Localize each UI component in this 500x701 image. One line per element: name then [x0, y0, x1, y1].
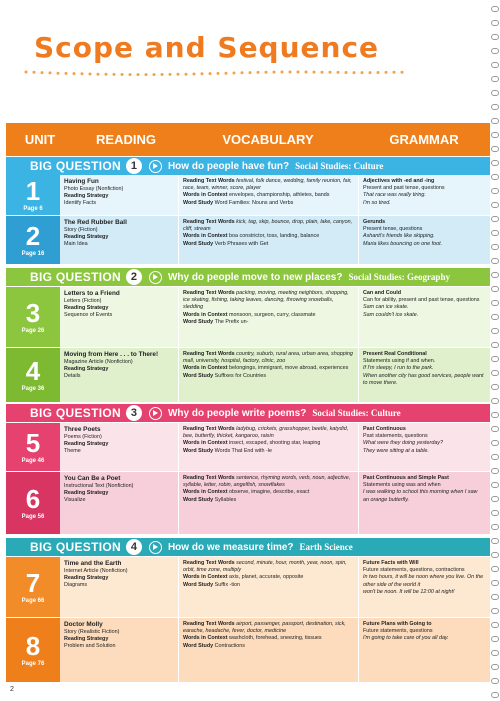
unit-row	[6, 557, 490, 617]
header-vocabulary: VOCABULARY	[222, 132, 314, 147]
unit-number-cell: 8 Page 76	[6, 618, 60, 682]
unit-row	[6, 472, 490, 534]
grammar-cell: Past Continuous and Simple Past Statements using was and when I was walking to school this morning when I saw an orange butterfly.	[358, 472, 490, 534]
grammar-cell: Present Real Conditional Statements using if and when. If I'm sleepy, I run to the park. When another city has good services, people want to move there.	[358, 348, 490, 402]
unit-row	[6, 618, 490, 682]
reading-cell: Three Poets Poems (Fiction) Reading Strategy Theme	[64, 426, 109, 455]
vocabulary-cell: Reading Text Words country, suburb, rural area, urban area, shopping mall, university, hospital, factory, clinic, zoo Words in Context belongings, immigrant, move abroad, experiences Word Study Suffixes for Countries	[178, 348, 358, 402]
play-icon[interactable]	[149, 271, 162, 284]
header-unit: UNIT	[24, 132, 56, 147]
vocabulary-cell: Reading Text Words sentence, rhyming words, verb, noun, adjective, syllable, letter, robin, angelfish, snowflakes Words in Context observe, imagine, describe, exact Word Study Syllables	[178, 472, 358, 534]
reading-cell: You Can Be a Poet Instructional Text (Nonfiction) Reading Strategy Visualize	[64, 475, 134, 504]
header-grammar: GRAMMAR	[389, 132, 459, 147]
grammar-cell: Adjectives with -ed and -ing Present and past tense, questions That race was really tiring. I'm so tired.	[358, 175, 490, 215]
grammar-cell: Past Continuous Past statements, questions What were they doing yesterday? They were sitting at a table.	[358, 423, 490, 471]
big-question-banner: BIG QUESTION 2 Why do people move to new places? Social Studies: Geography	[6, 268, 490, 286]
grammar-cell: Gerunds Present tense, questions Ashanti's friends like skipping. Maria likes bouncing on one foot.	[358, 216, 490, 264]
unit-number-cell: 4 Page 36	[6, 348, 60, 402]
reading-cell: Letters to a Friend Letters (Fiction) Reading Strategy Sequence of Events	[64, 290, 120, 319]
unit-number-cell: 5 Page 46	[6, 423, 60, 471]
vocabulary-cell: Reading Text Words kick, tag, skip, bounce, drop, plain, lake, canyon, cliff, stream Words in Context boa constrictor, toss, landing, balance Word Study Verb Phrases with Get	[178, 216, 358, 264]
unit-row	[6, 348, 490, 402]
spiral-binding	[490, 0, 500, 701]
reading-cell: The Red Rubber Ball Story (Fiction) Reading Strategy Main Idea	[64, 219, 127, 248]
vocabulary-cell: Reading Text Words ladybug, crickets, grasshopper, beetle, katydid, bee, butterfly, thicket, kangaroo, raisin Words in Context insect, escaped, shooting star, leaping Word Study Words That End with -le	[178, 423, 358, 471]
unit-number-cell: 2 Page 16	[6, 216, 60, 264]
big-question-banner: BIG QUESTION 3 Why do people write poems? Social Studies: Culture	[6, 404, 490, 422]
vocabulary-cell: Reading Text Words second, minute, hour, month, year, noon, spin, orbit, time zone, multiply Words in Context axis, planet, accurate, opposite Word Study Suffix -tion	[178, 557, 358, 617]
reading-cell: Having Fun Photo Essay (Nonfiction) Reading Strategy Identify Facts	[64, 178, 124, 207]
unit-number-cell: 6 Page 56	[6, 472, 60, 534]
unit-row	[6, 216, 490, 264]
table-header	[6, 123, 490, 156]
vocabulary-cell: Reading Text Words airport, passenger, passport, destination, sick, earache, headache, fever, doctor, medicine Words in Context washcloth, forehead, sneezing, tissues Word Study Contractions	[178, 618, 358, 682]
reading-cell: Doctor Molly Story (Realistic Fiction) Reading Strategy Problem and Solution	[64, 621, 120, 650]
reading-cell: Moving from Here . . . to There! Magazine Article (Nonfiction) Reading Strategy Details	[64, 351, 159, 380]
page-title: Scope and Sequence	[34, 31, 380, 64]
grammar-cell: Can and Could Can for ability, present and past tense, questions Sam can ice skate. Sam couldn't ice skate.	[358, 287, 490, 347]
header-reading: READING	[96, 132, 156, 147]
play-icon[interactable]	[149, 160, 162, 173]
unit-number-cell: 1 Page 6	[6, 175, 60, 215]
unit-row	[6, 423, 490, 471]
grammar-cell: Future Facts with Will Future statements, questions, contractions In two hours, it will be noon where you live. On the other side of the world it won't be noon. It will be 12:00 at night!	[358, 557, 490, 617]
play-icon[interactable]	[149, 407, 162, 420]
page-number: 2	[10, 686, 14, 693]
decorative-dotted-line	[24, 70, 470, 78]
unit-row	[6, 175, 490, 215]
vocabulary-cell: Reading Text Words festival, folk dance, wedding, family reunion, fair, race, team, winner, score, player Words in Context envelopes, championship, athletes, bands Word Study Word Families: Nouns and Verbs	[178, 175, 358, 215]
unit-number-cell: 7 Page 66	[6, 557, 60, 617]
unit-row	[6, 287, 490, 347]
grammar-cell: Future Plans with Going to Future statements, questions I'm going to take care of you all day.	[358, 618, 490, 682]
unit-number-cell: 3 Page 26	[6, 287, 60, 347]
reading-cell: Time and the Earth Internet Article (Nonfiction) Reading Strategy Diagrams	[64, 560, 128, 589]
vocabulary-cell: Reading Text Words packing, moving, meeting neighbors, shopping, ice skating, fishing, taking leaves, dancing, throwing snowballs, sledding Words in Context monsoon, surgeon, curry, classmate Word Study The Prefix un-	[178, 287, 358, 347]
big-question-banner: BIG QUESTION 4 How do we measure time? Earth Science	[6, 538, 490, 556]
big-question-banner: BIG QUESTION 1 How do people have fun? Social Studies: Culture	[6, 157, 490, 175]
play-icon[interactable]	[149, 541, 162, 554]
